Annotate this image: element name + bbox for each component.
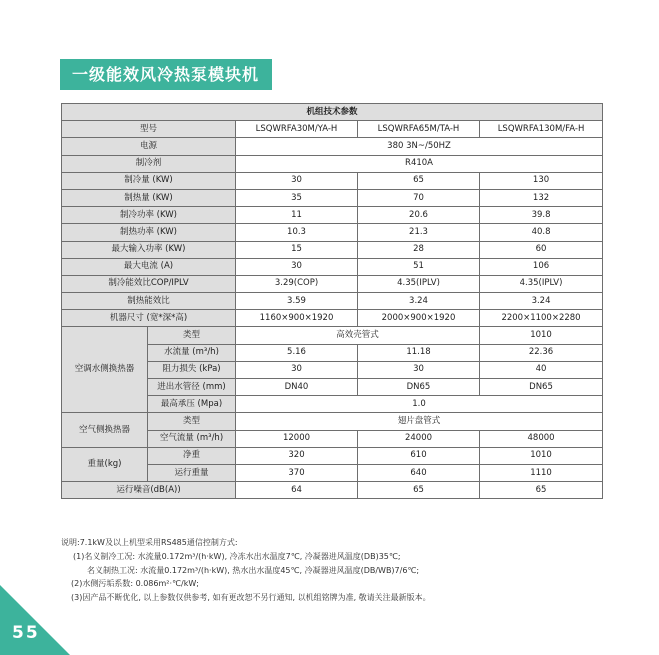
table-caption-row [62, 104, 603, 121]
note-line: 名义制热工况: 水流量0.172m³/(h·kW), 热水出水温度45℃, 冷凝器进风温度(DB/WB)7/6℃; [87, 565, 420, 575]
row-label: 空气流量 (m³/h) [148, 430, 236, 447]
cell: DN65 [480, 379, 603, 396]
row-label: 制冷能效比COP/IPLV [62, 275, 236, 292]
row-label: 制热量 (KW) [62, 189, 236, 206]
table-row [62, 275, 603, 292]
row-label: 制冷量 (KW) [62, 172, 236, 189]
cell: 4.35(IPLV) [480, 275, 603, 292]
cell: 106 [480, 258, 603, 275]
note-line: (2)水侧污垢系数: 0.086m²·℃/kW; [71, 579, 199, 589]
row-label: 制热功率 (KW) [62, 224, 236, 241]
table-row [62, 224, 603, 241]
cell: 640 [358, 464, 480, 481]
model-1: LSQWRFA30M/YA-H [236, 121, 358, 138]
cell: 1160×900×1920 [236, 310, 358, 327]
cell: 4.35(IPLV) [358, 275, 480, 292]
table-row [62, 310, 603, 327]
page-title: 一级能效风冷热泵模块机 [60, 59, 272, 90]
cell: 21.3 [358, 224, 480, 241]
cell: 高效壳管式 [236, 327, 480, 344]
spec-table [61, 103, 603, 499]
weight-net-row [62, 447, 603, 464]
cell: 370 [236, 464, 358, 481]
cell: 35 [236, 189, 358, 206]
cell: 51 [358, 258, 480, 275]
cell: 60 [480, 241, 603, 258]
refrigerant-label: 制冷剂 [62, 155, 236, 172]
cell: 5.16 [236, 344, 358, 361]
model-2: LSQWRFA65M/TA-H [358, 121, 480, 138]
row-label: 机器尺寸 (宽*深*高) [62, 310, 236, 327]
model-label: 型号 [62, 121, 236, 138]
power-value: 380 3N~/50HZ [236, 138, 603, 155]
power-label: 电源 [62, 138, 236, 155]
table-row [62, 172, 603, 189]
row-label: 进出水管径 (mm) [148, 379, 236, 396]
notes [61, 536, 621, 605]
row-label: 阻力损失 (kPa) [148, 361, 236, 378]
row-label: 类型 [148, 413, 236, 430]
cell: DN65 [358, 379, 480, 396]
power-row [62, 138, 603, 155]
air-hx-type-row [62, 413, 603, 430]
row-label: 净重 [148, 447, 236, 464]
cell: 28 [358, 241, 480, 258]
cell: 10.3 [236, 224, 358, 241]
cell: 70 [358, 189, 480, 206]
table-row [62, 207, 603, 224]
cell: 39.8 [480, 207, 603, 224]
cell: 20.6 [358, 207, 480, 224]
cell: 40.8 [480, 224, 603, 241]
model-3: LSQWRFA130M/FA-H [480, 121, 603, 138]
cell: 30 [236, 172, 358, 189]
cell: DN40 [236, 379, 358, 396]
water-hx-type-row [62, 327, 603, 344]
cell: 24000 [358, 430, 480, 447]
row-label: 最大电流 (A) [62, 258, 236, 275]
cell: 40 [480, 361, 603, 378]
row-label: 水流量 (m³/h) [148, 344, 236, 361]
cell: 12000 [236, 430, 358, 447]
table-caption: 机组技术参数 [62, 104, 603, 121]
row-label: 运行重量 [148, 464, 236, 481]
note-line: (3)因产品不断优化, 以上参数仅供参考, 如有更改恕不另行通知, 以机组铭牌为准, 敬请关注最新版本。 [71, 593, 431, 603]
note-line: (1)名义制冷工况: 水流量0.172m³/(h·kW), 冷冻水出水温度7℃, 冷凝器进风温度(DB)35℃; [73, 551, 401, 561]
cell: 65 [358, 172, 480, 189]
cell: 22.36 [480, 344, 603, 361]
refrigerant-row [62, 155, 603, 172]
table-row [62, 293, 603, 310]
noise-row [62, 482, 603, 499]
cell: 130 [480, 172, 603, 189]
model-row [62, 121, 603, 138]
cell: 11.18 [358, 344, 480, 361]
cell: 610 [358, 447, 480, 464]
cell: 2200×1100×2280 [480, 310, 603, 327]
refrigerant-value: R410A [236, 155, 603, 172]
cell: 15 [236, 241, 358, 258]
cell: 65 [358, 482, 480, 499]
cell: 1110 [480, 464, 603, 481]
air-hx-group-label: 空气侧换热器 [62, 413, 148, 447]
cell: 3.24 [358, 293, 480, 310]
cell: 3.24 [480, 293, 603, 310]
row-label: 类型 [148, 327, 236, 344]
cell: 1010 [480, 327, 603, 344]
page-number: 55 [12, 623, 40, 643]
cell: 132 [480, 189, 603, 206]
table-row [62, 189, 603, 206]
cell: 48000 [480, 430, 603, 447]
cell: 3.29(COP) [236, 275, 358, 292]
cell: 64 [236, 482, 358, 499]
row-label: 制冷功率 (KW) [62, 207, 236, 224]
row-label: 运行噪音(dB(A)) [62, 482, 236, 499]
cell: 1010 [480, 447, 603, 464]
cell: 65 [480, 482, 603, 499]
row-label: 最高承压 (Mpa) [148, 396, 236, 413]
row-label: 最大输入功率 (KW) [62, 241, 236, 258]
cell: 30 [236, 258, 358, 275]
weight-group-label: 重量(kg) [62, 447, 148, 481]
table-row [62, 241, 603, 258]
table-row [62, 258, 603, 275]
cell: 30 [358, 361, 480, 378]
water-hx-group-label: 空调水侧换热器 [62, 327, 148, 413]
cell: 3.59 [236, 293, 358, 310]
cell: 2000×900×1920 [358, 310, 480, 327]
cell: 30 [236, 361, 358, 378]
note-line: 说明:7.1kW及以上机型采用RS485通信控制方式: [61, 538, 238, 547]
cell: 1.0 [236, 396, 603, 413]
cell: 320 [236, 447, 358, 464]
row-label: 制热能效比 [62, 293, 236, 310]
cell: 11 [236, 207, 358, 224]
cell: 翅片盘管式 [236, 413, 603, 430]
